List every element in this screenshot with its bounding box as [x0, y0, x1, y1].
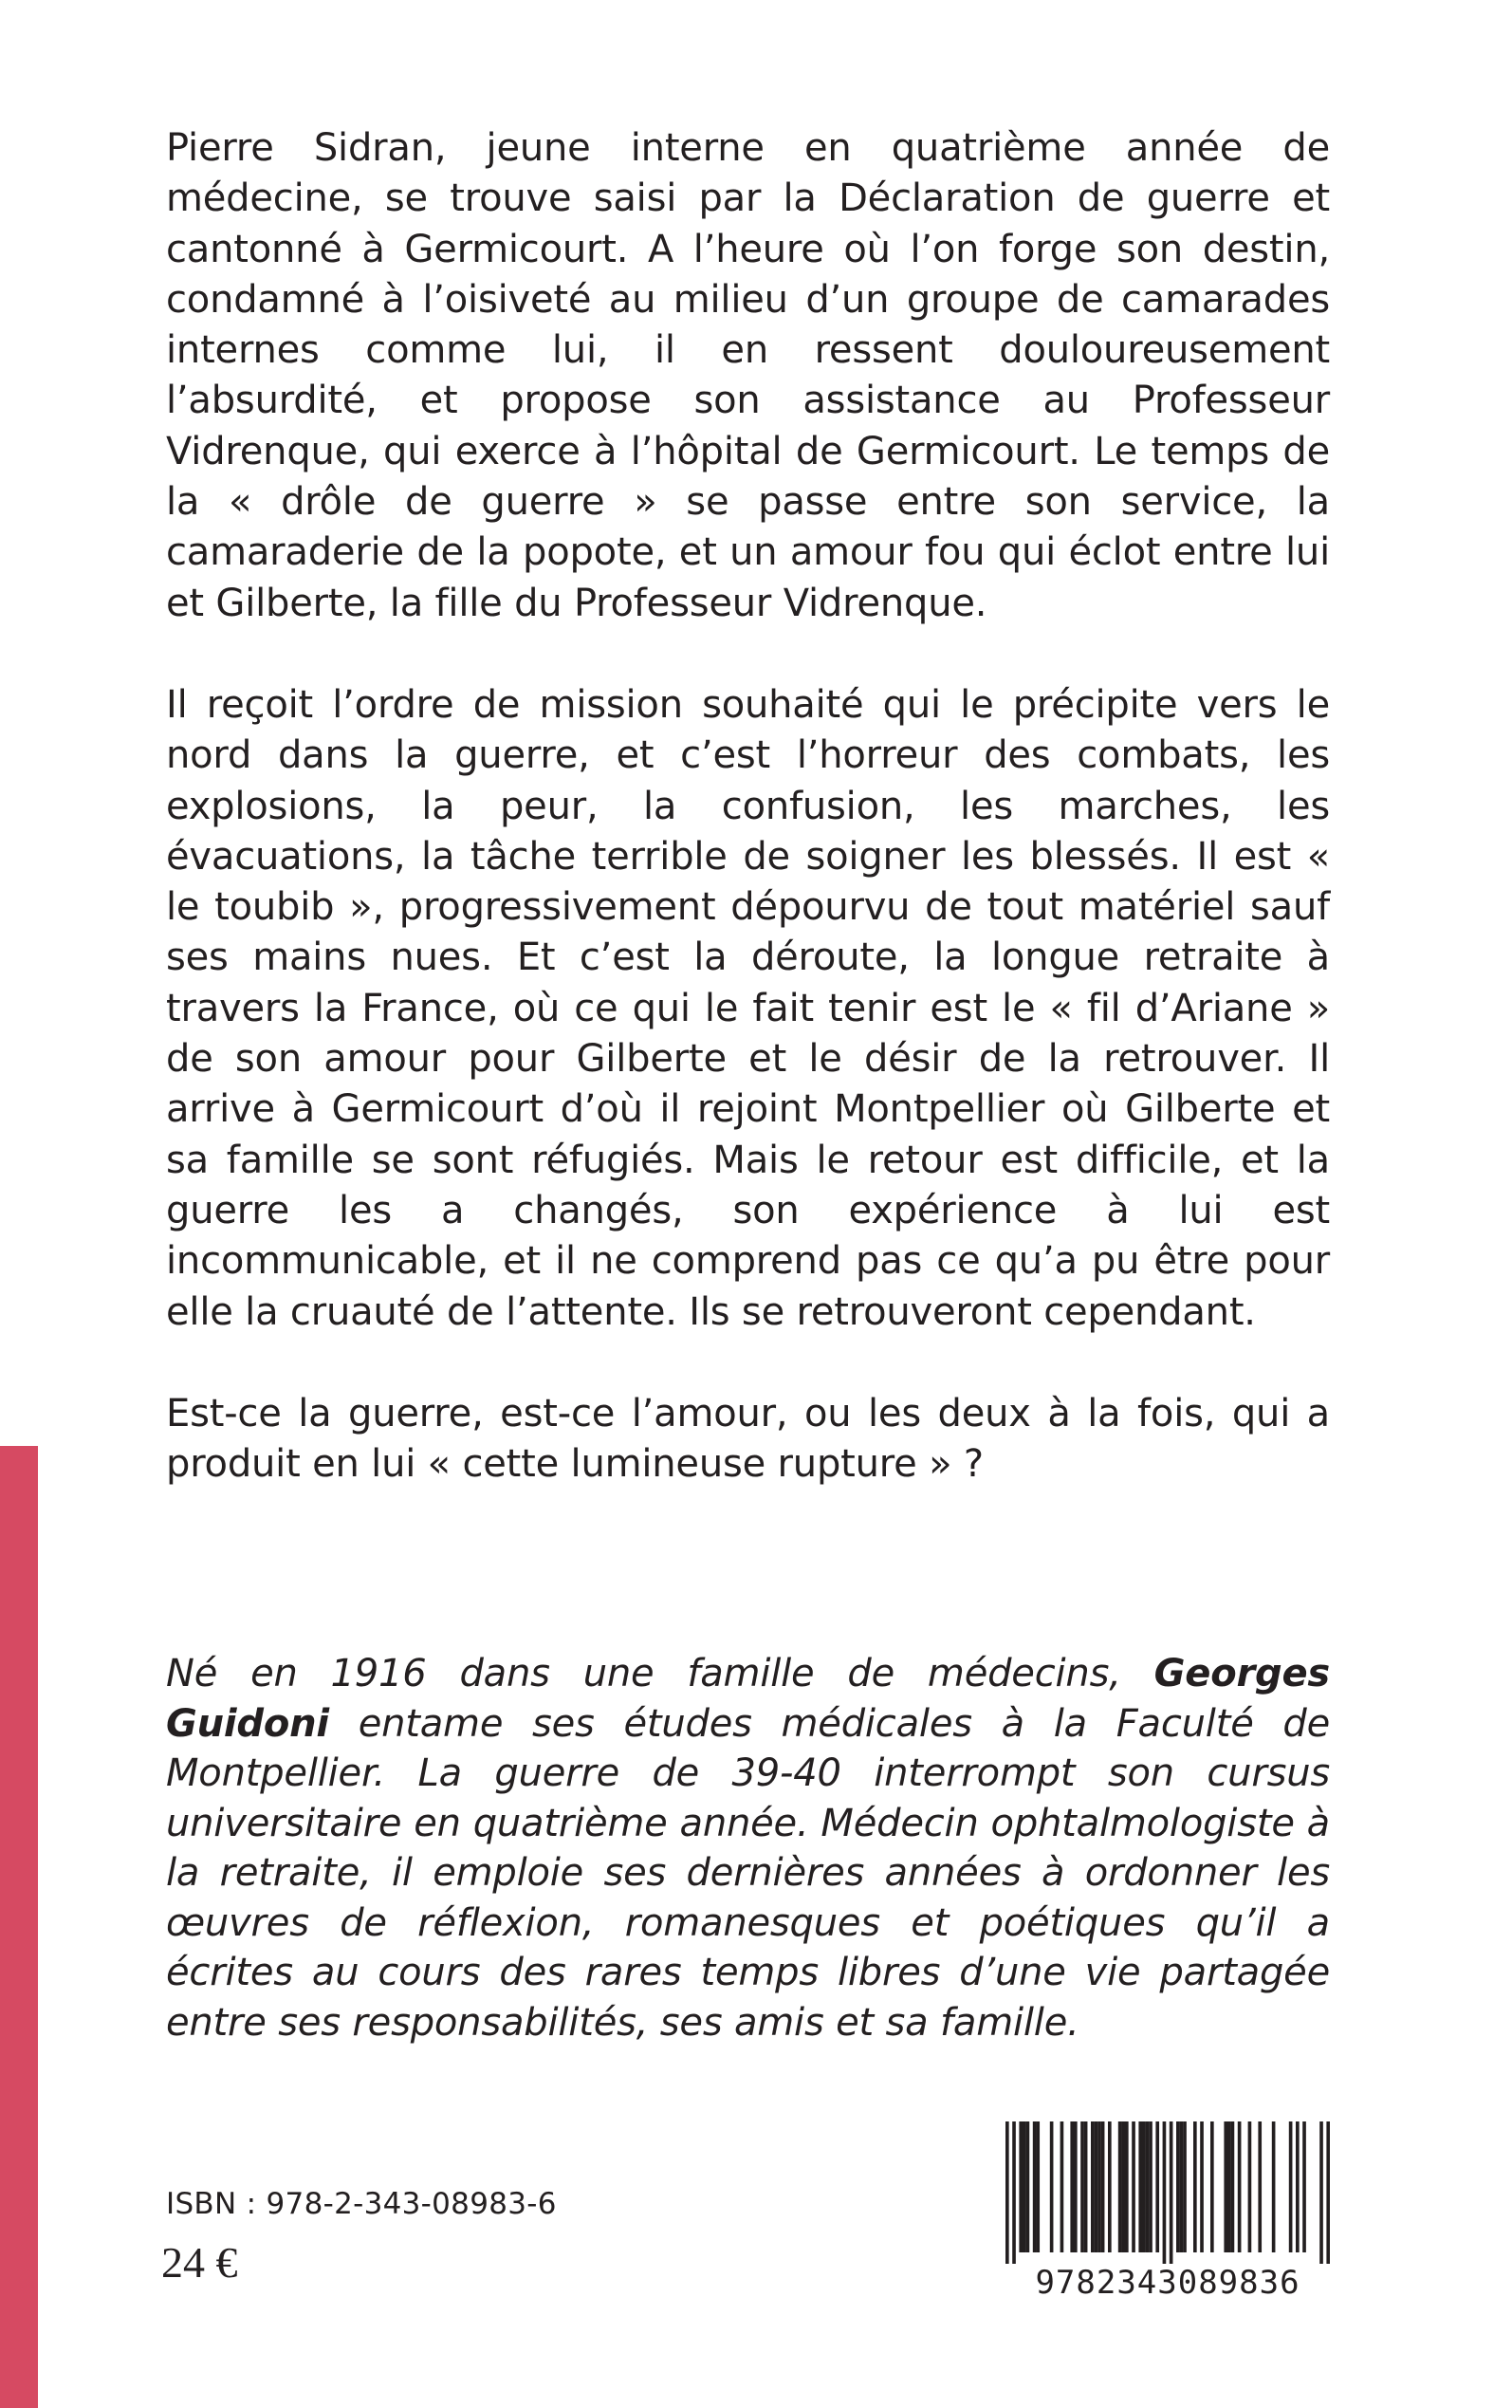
barcode-bar — [1132, 2121, 1135, 2252]
barcode-bar — [1170, 2121, 1173, 2264]
barcode-number: 9782343089836 — [1035, 2264, 1300, 2302]
accent-color-strip — [0, 1446, 38, 2408]
barcode-bar — [1272, 2121, 1276, 2252]
barcode-bar — [1023, 2121, 1026, 2252]
barcode-bar — [1200, 2121, 1204, 2252]
isbn-label: ISBN : 978-2-343-08983-6 — [166, 2187, 557, 2221]
barcode-bar — [1146, 2121, 1150, 2252]
barcode-bar — [1121, 2121, 1125, 2252]
barcode-bar — [1050, 2121, 1054, 2252]
barcode-bar — [1231, 2121, 1235, 2252]
barcode-bar — [1019, 2121, 1023, 2252]
barcode-bar — [1155, 2121, 1159, 2252]
barcode-bar — [1060, 2121, 1064, 2252]
barcode-bar — [1163, 2121, 1167, 2264]
bio-body: entame ses études médicales à la Faculté de Montpellier. La guerre de 39-40 interrompt son cursus universitaire en quatrième année. Médecin ophtalmologiste à la retraite, il emploie ses dernières années à ordonner les œuvres de réflexion, romanesques et poétiques qu’il a écrites au cours des rares temps libres d’une vie partagée entre ses responsabilités, ses amis et sa famille. — [166, 1701, 1330, 2045]
barcode-bar — [1108, 2121, 1112, 2252]
barcode-bar — [1296, 2121, 1300, 2252]
barcode-bar — [1080, 2121, 1084, 2252]
barcode-bar — [1138, 2121, 1142, 2252]
barcode-bar — [1238, 2121, 1242, 2252]
barcode-bar — [1101, 2121, 1105, 2252]
barcode-bar — [1097, 2121, 1101, 2252]
bio-intro: Né en 1916 dans une famille de médecins, — [166, 1652, 1154, 1695]
price-label: 24 € — [161, 2238, 238, 2287]
barcode-bar — [1026, 2121, 1030, 2252]
barcode-bar — [1224, 2121, 1227, 2252]
barcode-bar — [1183, 2121, 1187, 2252]
barcode-bar — [1302, 2121, 1306, 2252]
barcode-bar — [1149, 2121, 1152, 2252]
author-name: Georges Guidoni — [166, 1652, 1330, 1746]
barcode-bar — [1084, 2121, 1088, 2252]
barcode-bar — [1258, 2121, 1262, 2252]
ean-barcode — [1005, 2121, 1330, 2264]
barcode-bar — [1036, 2121, 1040, 2252]
summary-paragraph-3: Est-ce la guerre, est-ce l’amour, ou les deux à la fois, qui a produit en lui « cette lumineuse rupture » ? — [166, 1391, 1330, 1487]
barcode-bar — [1074, 2121, 1078, 2252]
barcode-bar — [1005, 2121, 1009, 2264]
barcode-bar — [1176, 2121, 1180, 2252]
barcode-bar — [1289, 2121, 1293, 2252]
back-cover-summary — [166, 123, 1330, 1490]
barcode-bar — [1012, 2121, 1016, 2264]
summary-paragraph-2: Il reçoit l’ordre de mission souhaité qui le précipite vers le nord dans la guerre, et c’est l’horreur des combats, les explosions, la peur, la confusion, les marches, les évacuations, la tâche terrible de soigner les blessés. Il est « le toubib », progressivement dépourvu de tout matériel sauf ses mains nues. Et c’est la déroute, la longue retraite à travers la France, où ce qui le fait tenir est le « fil d’Ariane » de son amour pour Gilberte et le désir de la retrouver. Il arrive à Germicourt d’où il rejoint Montpellier où Gilberte et sa famille se sont réfugiés. Mais le retour est difficile, et la guerre les a changés, son expérience à lui est incommunicable, et il ne comprend pas ce qu’a pu être pour elle la cruauté de l’attente. Ils se retrouveront cependant. — [166, 682, 1330, 1334]
summary-paragraph-1: Pierre Sidran, jeune interne en quatrième année de médecine, se trouve saisi par la Déclaration de guerre et cantonné à Germicourt. A l’heure où l’on forge son destin, condamné à l’oisiveté au milieu d’un groupe de camarades internes comme lui, il en ressent douloureusement l’absurdité, et propose son assistance au Professeur Vidrenque, qui exerce à l’hôpital de Germicourt. Le temps de la « drôle de guerre » se passe entre son service, la camaraderie de la popote, et un amour fou qui éclot entre lui et Gilberte, la fille du Professeur Vidrenque. — [166, 126, 1330, 625]
barcode-bar — [1210, 2121, 1214, 2252]
barcode-bar — [1248, 2121, 1252, 2252]
barcode-bar — [1091, 2121, 1095, 2252]
barcode-bar — [1125, 2121, 1129, 2252]
barcode-bar — [1142, 2121, 1146, 2252]
barcode-bar — [1070, 2121, 1074, 2252]
barcode-bar — [1095, 2121, 1098, 2252]
barcode-bar — [1227, 2121, 1231, 2252]
barcode-bar — [1193, 2121, 1197, 2252]
author-biography — [166, 1649, 1330, 2047]
barcode-bar — [1319, 2121, 1323, 2264]
barcode-bar — [1180, 2121, 1184, 2252]
barcode-bar — [1326, 2121, 1330, 2264]
barcode-bar — [1033, 2121, 1037, 2252]
barcode-bar — [1118, 2121, 1122, 2252]
